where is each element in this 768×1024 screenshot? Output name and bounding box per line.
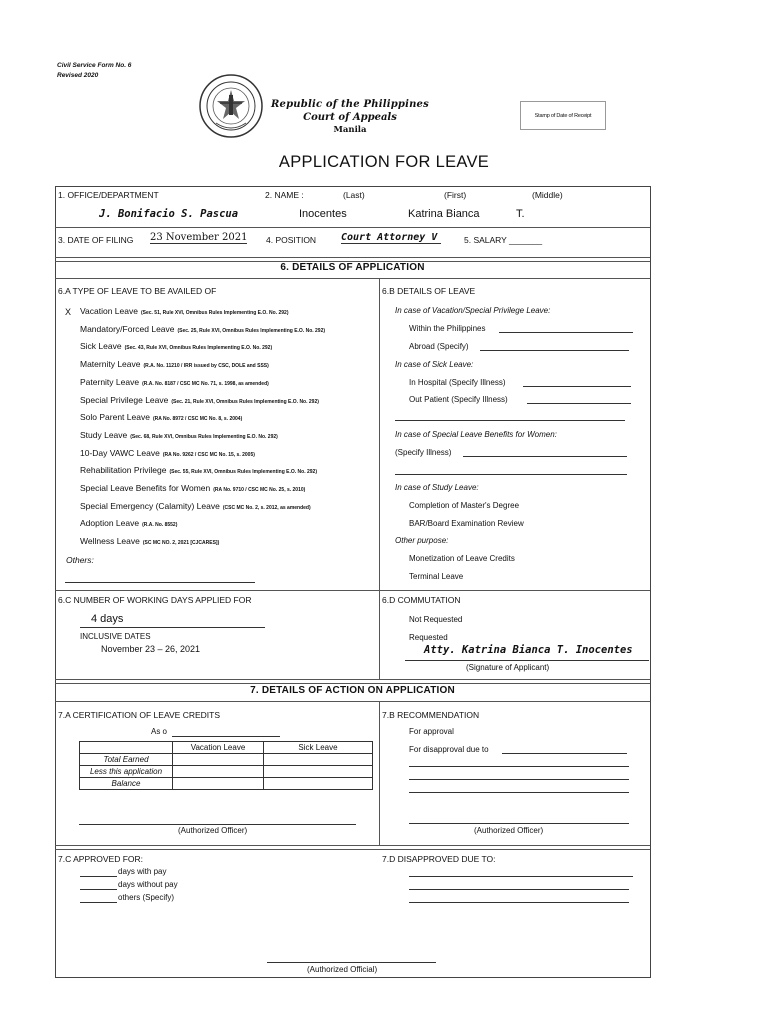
recommendation-signature-line xyxy=(409,823,629,824)
leave-type-reference: (Sec. 43, Rule XVI, Omnibus Rules Implementing E.O. No. 292) xyxy=(124,345,273,352)
leave-type-reference: (Sec. 51, Rule XVI, Omnibus Rules Implementing E.O. No. 292) xyxy=(140,310,289,316)
leave-type-option[interactable] xyxy=(80,465,317,475)
approved-for-label: 7.C APPROVED FOR: xyxy=(58,854,144,864)
disapproved-line-2[interactable] xyxy=(409,889,629,890)
sick-case-heading: In case of Sick Leave: xyxy=(395,360,474,369)
working-days-line xyxy=(80,627,265,628)
middle-name-value[interactable]: T. xyxy=(516,208,525,220)
leave-type-name: Special Emergency (Calamity) Leave xyxy=(80,500,220,511)
terminal-leave-option[interactable]: Terminal Leave xyxy=(409,572,464,581)
first-name-value[interactable]: Katrina Bianca xyxy=(408,208,480,220)
leave-type-reference: (RA No. 8972 / CSC MC No. 8, s. 2004) xyxy=(152,416,243,423)
inclusive-dates-value[interactable]: November 23 – 26, 2021 xyxy=(101,644,201,654)
court-header xyxy=(270,99,430,137)
form-title: APPLICATION FOR LEAVE xyxy=(278,153,490,171)
cell-sick-less[interactable] xyxy=(264,766,373,778)
stamp-box xyxy=(520,101,606,130)
last-name-value[interactable]: Inocentes xyxy=(299,208,347,220)
others-specify-label: others (Specify) xyxy=(118,893,175,902)
section-6-heading: 6. DETAILS OF APPLICATION xyxy=(280,262,425,273)
form-number-text: Civil Service Form No. 6 xyxy=(57,62,132,69)
vacation-case-heading: In case of Vacation/Special Privilege Leave: xyxy=(395,306,551,315)
leave-type-name: Study Leave xyxy=(80,429,128,440)
officer-signature-line xyxy=(79,824,356,825)
leave-type-name: Paternity Leave xyxy=(80,376,140,387)
divider xyxy=(55,590,650,591)
signature-caption: (Signature of Applicant) xyxy=(466,663,550,672)
divider xyxy=(55,845,650,846)
women-illness-line[interactable] xyxy=(463,456,627,457)
recommendation-label: 7.B RECOMMENDATION xyxy=(382,710,480,720)
abroad-line[interactable] xyxy=(480,350,629,351)
leave-type-option[interactable] xyxy=(80,324,325,334)
days-with-pay-label: days with pay xyxy=(118,867,167,876)
row-balance: Balance xyxy=(80,778,173,790)
days-with-pay-line[interactable] xyxy=(80,876,117,877)
leave-type-option[interactable] xyxy=(80,536,219,546)
middle-name-label: (Middle) xyxy=(532,190,563,200)
leave-selected-mark[interactable]: X xyxy=(65,307,72,317)
abroad-option[interactable]: Abroad (Specify) xyxy=(409,342,469,351)
for-approval-option[interactable]: For approval xyxy=(409,727,454,736)
inclusive-dates-label: INCLUSIVE DATES xyxy=(80,632,151,641)
divider xyxy=(55,278,650,279)
table-header-row xyxy=(80,742,373,754)
disapproved-line-3[interactable] xyxy=(409,902,629,903)
leave-type-option[interactable] xyxy=(80,448,255,458)
leave-type-name: Adoption Leave xyxy=(80,518,140,529)
out-patient-option[interactable]: Out Patient (Specify Illness) xyxy=(409,395,508,404)
commutation-label: 6.D COMMUTATION xyxy=(382,595,461,605)
leave-type-reference: (Sec. 55, Rule XVI, Omnibus Rules Implementing E.O. No. 292) xyxy=(169,469,318,476)
disapproval-line-4[interactable] xyxy=(409,792,629,793)
leave-type-reference: (Sec. 21, Rule XVI, Omnibus Rules Implementing E.O. No. 292) xyxy=(171,398,319,405)
leave-type-option[interactable] xyxy=(80,341,272,351)
as-of-line[interactable] xyxy=(172,736,280,737)
leave-type-reference: (Sec. 25, Rule XVI, Omnibus Rules Implementing E.O. No. 292) xyxy=(177,327,326,334)
disapproval-line[interactable] xyxy=(502,753,627,754)
leave-type-reference: (SC MC NO. 2, 2021 [CJCARES]) xyxy=(142,540,220,547)
leave-type-reference: (R.A. No. 11210 / IRR issued by CSC, DOLE and SSS) xyxy=(143,363,269,370)
cell-sick-total[interactable] xyxy=(264,754,373,766)
leave-type-name: Sick Leave xyxy=(80,341,122,352)
office-label: 1. OFFICE/DEPARTMENT xyxy=(58,190,159,200)
disapproval-line-3[interactable] xyxy=(409,779,629,780)
leave-type-reference: (Sec. 68, Rule XVI, Omnibus Rules Implementing E.O. No. 292) xyxy=(130,433,278,440)
divider xyxy=(55,679,650,680)
other-purpose-heading: Other purpose: xyxy=(395,536,449,545)
women-specify-illness[interactable]: (Specify Illness) xyxy=(395,448,452,457)
row-less-application: Less this application xyxy=(80,766,173,778)
column-divider xyxy=(379,701,380,846)
as-of-label: As o xyxy=(151,727,168,736)
leave-type-name: Special Leave Benefits for Women xyxy=(80,483,211,493)
in-hospital-line[interactable] xyxy=(523,386,631,387)
divider xyxy=(55,227,650,228)
authorized-officer-b-caption: (Authorized Officer) xyxy=(474,826,544,835)
leave-type-reference: (R.A. No. 8552) xyxy=(142,522,178,529)
within-philippines-option[interactable]: Within the Philippines xyxy=(409,324,486,333)
table-row xyxy=(80,766,373,778)
court-seal-logo xyxy=(198,73,264,139)
for-disapproval-option[interactable]: For disapproval due to xyxy=(409,745,489,754)
disapproval-line-2[interactable] xyxy=(409,766,629,767)
form-revised-text: Revised 2020 xyxy=(57,72,99,79)
days-without-pay-line[interactable] xyxy=(80,889,117,890)
leave-type-name: Rehabilitation Privilege xyxy=(80,465,167,476)
leave-type-option[interactable] xyxy=(80,377,269,387)
cell-sick-balance[interactable] xyxy=(264,778,373,790)
within-philippines-line[interactable] xyxy=(499,332,633,333)
leave-type-name: Solo Parent Leave xyxy=(80,412,150,423)
name-label: 2. NAME : xyxy=(265,190,304,200)
leave-type-name: 10-Day VAWC Leave xyxy=(80,447,160,458)
authorized-official-caption: (Authorized Official) xyxy=(307,965,378,974)
leave-type-name: Wellness Leave xyxy=(80,536,140,547)
leave-type-reference: (R.A. No. 8187 / CSC MC No. 71, s. 1998, as amended) xyxy=(142,380,269,387)
working-days-label: 6.C NUMBER OF WORKING DAYS APPLIED FOR xyxy=(58,595,252,605)
requested-option[interactable]: Requested xyxy=(409,633,448,642)
table-row xyxy=(80,754,373,766)
divider xyxy=(55,849,650,850)
bar-review-option[interactable]: BAR/Board Examination Review xyxy=(409,519,524,528)
leave-type-option[interactable] xyxy=(80,395,319,405)
signature-line xyxy=(405,660,649,661)
others-line[interactable] xyxy=(65,582,255,583)
official-signature-line xyxy=(267,962,436,963)
leave-credits-table xyxy=(79,741,373,790)
last-name-label: (Last) xyxy=(343,190,365,200)
authorized-officer-caption: (Authorized Officer) xyxy=(178,826,248,835)
women-extra-line[interactable] xyxy=(395,474,627,475)
out-patient-line[interactable] xyxy=(527,403,631,404)
divider xyxy=(55,701,650,702)
study-case-heading: In case of Study Leave: xyxy=(395,483,479,492)
cell-vacation-total[interactable] xyxy=(173,754,264,766)
leave-type-option[interactable] xyxy=(80,430,278,440)
table-header-empty xyxy=(80,742,173,754)
leave-type-option[interactable] xyxy=(80,306,289,316)
sick-extra-line[interactable] xyxy=(395,420,625,421)
not-requested-option[interactable]: Not Requested xyxy=(409,615,463,624)
leave-type-label: 6.A TYPE OF LEAVE TO BE AVAILED OF xyxy=(58,286,217,296)
cell-vacation-less[interactable] xyxy=(173,766,264,778)
leave-type-option[interactable] xyxy=(80,359,269,369)
position-value[interactable]: Court Attorney V xyxy=(341,232,441,244)
leave-type-name: Mandatory/Forced Leave xyxy=(80,323,175,334)
leave-type-option[interactable] xyxy=(80,483,305,493)
leave-type-name: Special Privilege Leave xyxy=(80,394,169,405)
city-text: Manila xyxy=(333,125,367,135)
disapproved-line-1[interactable] xyxy=(409,876,633,877)
salary-label[interactable]: 5. SALARY _______ xyxy=(464,235,543,245)
leave-type-reference: (RA No. 9710 / CSC MC No. 25, s. 2010) xyxy=(213,487,306,493)
form-number xyxy=(57,61,131,81)
row-total-earned: Total Earned xyxy=(80,754,173,766)
leave-type-option[interactable] xyxy=(80,501,311,511)
leave-type-option[interactable] xyxy=(80,412,242,422)
court-name-text: Court of Appeals xyxy=(303,111,397,123)
column-divider xyxy=(379,278,380,680)
women-case-heading: In case of Special Leave Benefits for Women: xyxy=(395,430,557,439)
masters-option[interactable]: Completion of Master's Degree xyxy=(409,501,520,510)
monetization-option[interactable]: Monetization of Leave Credits xyxy=(409,554,515,563)
disapproved-due-label: 7.D DISAPPROVED DUE TO: xyxy=(382,854,496,864)
date-filing-label: 3. DATE OF FILING xyxy=(58,235,134,245)
cell-vacation-balance[interactable] xyxy=(173,778,264,790)
leave-type-reference: (RA No. 9262 / CSC MC No. 15, s. 2005) xyxy=(162,451,255,458)
position-label: 4. POSITION xyxy=(266,235,317,245)
leave-details-label: 6.B DETAILS OF LEAVE xyxy=(382,286,476,296)
leave-credits-label: 7.A CERTIFICATION OF LEAVE CREDITS xyxy=(58,710,221,720)
first-name-label: (First) xyxy=(444,190,467,200)
date-filing-value[interactable]: 23 November 2021 xyxy=(150,232,248,243)
others-label: Others: xyxy=(66,555,94,565)
column-sick-leave: Sick Leave xyxy=(264,742,373,754)
others-specify-line[interactable] xyxy=(80,902,117,903)
leave-type-name: Maternity Leave xyxy=(80,359,141,370)
divider xyxy=(55,257,650,258)
leave-type-reference: (CSC MC No. 2, s. 2012, as amended) xyxy=(222,504,311,511)
leave-type-option[interactable] xyxy=(80,518,177,528)
stamp-text: Stamp of Date of Receipt xyxy=(534,112,592,119)
in-hospital-option[interactable]: In Hospital (Specify Illness) xyxy=(409,378,506,387)
leave-type-name: Vacation Leave xyxy=(80,306,138,316)
section-7-heading: 7. DETAILS OF ACTION ON APPLICATION xyxy=(250,685,455,696)
working-days-value[interactable]: 4 days xyxy=(91,613,124,625)
office-value[interactable]: J. Bonifacio S. Pascua xyxy=(99,208,239,220)
table-row xyxy=(80,778,373,790)
days-without-pay-label: days without pay xyxy=(118,880,178,889)
divider xyxy=(55,683,650,684)
column-vacation-leave: Vacation Leave xyxy=(173,742,264,754)
republic-text: Republic of the Philippines xyxy=(271,99,429,110)
applicant-signature[interactable]: Atty. Katrina Bianca T. Inocentes xyxy=(424,644,633,656)
